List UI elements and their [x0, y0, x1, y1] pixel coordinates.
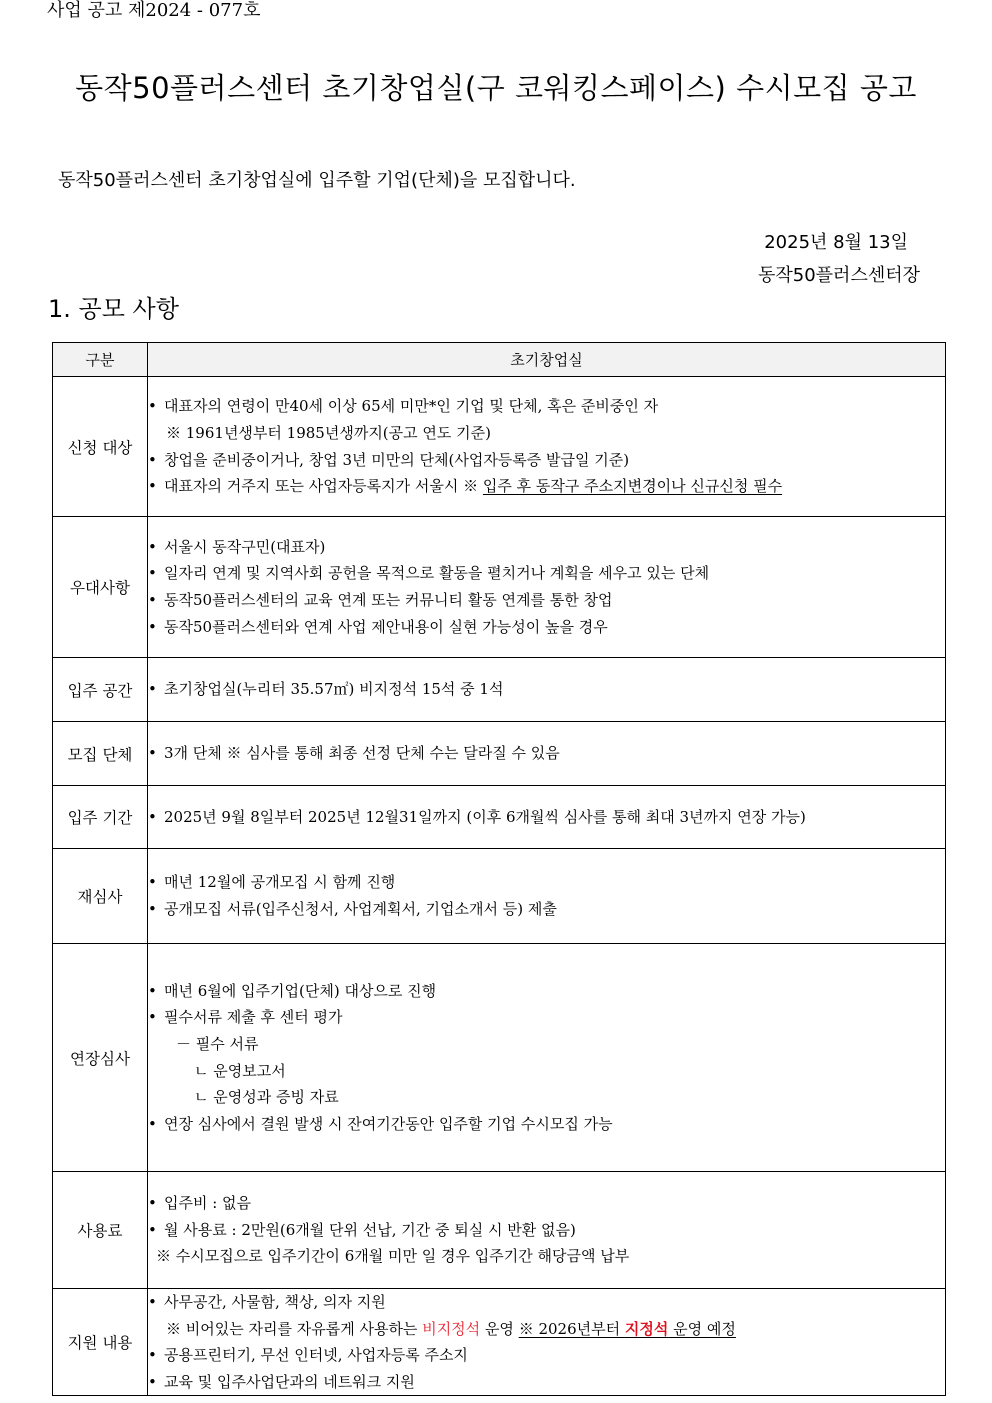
row-label: 모집 단체 [53, 722, 148, 786]
non-fixed-seat-highlight: 비지정석 [422, 1319, 481, 1338]
issuer: 동작50플러스센터장 [757, 265, 920, 286]
row-content [148, 849, 946, 944]
table-row-support [53, 1289, 946, 1396]
row-label: 우대사항 [53, 517, 148, 658]
list-item: • 필수서류 제출 후 센터 평가 [148, 1004, 945, 1031]
row-label: 입주 공간 [53, 658, 148, 722]
sub-item: － 필수 서류 [176, 1034, 259, 1053]
document-number: 사업 공고 제2024 - 077호 [47, 0, 261, 21]
table-row-extension-review [53, 944, 946, 1172]
row-content [148, 1172, 946, 1289]
list-item: • 2025년 9월 8일부터 2025년 12월31일까지 (이후 6개월씩 심사를 통해 최대 3년까지 연장 가능) [148, 804, 945, 831]
list-item: • 매년 12월에 공개모집 시 함께 진행 [148, 869, 945, 896]
note-text: 운영 [480, 1319, 519, 1338]
list-item-text: 대표자의 거주지 또는 사업자등록지가 서울시 ※ [164, 477, 483, 496]
announcement-date: 2025년 8월 13일 [764, 232, 908, 253]
table-header-row [53, 343, 946, 377]
sub-sub-item: ㄴ 운영보고서 [194, 1061, 286, 1080]
list-item: • 연장 심사에서 결원 발생 시 잔여기간동안 입주할 기업 수시모집 가능 [148, 1111, 945, 1138]
list-item: • 대표자의 연령이 만40세 이상 65세 미만*인 기업 및 단체, 혹은 준비중인 자 [148, 393, 945, 420]
list-item: • 초기창업실(누리터 35.57㎡) 비지정석 15석 중 1석 [148, 676, 945, 703]
row-content [148, 722, 946, 786]
row-content [148, 377, 946, 517]
list-item [148, 473, 945, 500]
list-item: • 공용프린터기, 무선 인터넷, 사업자등록 주소지 [148, 1342, 945, 1369]
list-item: • 사무공간, 사물함, 책상, 의자 지원 [148, 1289, 945, 1316]
sub-sub-item: ㄴ 운영성과 증빙 자료 [194, 1088, 339, 1107]
future-plan-note [519, 1320, 736, 1338]
note-item: ※ 수시모집으로 입주기간이 6개월 미만 일 경우 입주기간 해당금액 납부 [156, 1247, 630, 1266]
list-item: • 공개모집 서류(입주신청서, 사업계획서, 기업소개서 등) 제출 [148, 896, 945, 923]
fixed-seat-highlight: 지정석 [624, 1319, 669, 1338]
table-row-recruit-count [53, 722, 946, 786]
list-item: • 3개 단체 ※ 심사를 통해 최종 선정 단체 수는 달라질 수 있음 [148, 740, 945, 767]
table-row-space [53, 658, 946, 722]
header-category: 구분 [53, 343, 148, 377]
row-label: 연장심사 [53, 944, 148, 1172]
table-row-preference [53, 517, 946, 658]
header-room: 초기창업실 [148, 343, 946, 377]
row-content [148, 517, 946, 658]
document-title: 동작50플러스센터 초기창업실(구 코워킹스페이스) 수시모집 공고 [75, 71, 917, 105]
table-row-eligibility [53, 377, 946, 517]
row-content [148, 1289, 946, 1396]
note-text: ※ 비어있는 자리를 자유롭게 사용하는 [166, 1319, 423, 1338]
list-item: • 동작50플러스센터의 교육 연계 또는 커뮤니티 활동 연계를 통한 창업 [148, 587, 945, 614]
note-item: ※ 1961년생부터 1985년생까지(공고 연도 기준) [166, 423, 491, 442]
list-item: • 일자리 연계 및 지역사회 공헌을 목적으로 활동을 펼치거나 계획을 세우고 있는 단체 [148, 560, 945, 587]
row-label: 신청 대상 [53, 377, 148, 517]
section-heading: 1. 공모 사항 [48, 295, 179, 323]
table-row-re-review [53, 849, 946, 944]
list-item: • 입주비 : 없음 [148, 1190, 945, 1217]
info-table [52, 342, 946, 1396]
note-item [148, 1316, 945, 1343]
list-item: • 서울시 동작구민(대표자) [148, 534, 945, 561]
list-item: • 동작50플러스센터와 연계 사업 제안내용이 실현 가능성이 높을 경우 [148, 614, 945, 641]
row-label: 지원 내용 [53, 1289, 148, 1396]
row-content [148, 786, 946, 849]
underlined-requirement: 입주 후 동작구 주소지변경이나 신규신청 필수 [482, 477, 783, 496]
list-item: • 교육 및 입주사업단과의 네트워크 지원 [148, 1369, 945, 1396]
note-text: ※ 2026년부터 [518, 1319, 625, 1338]
table-row-period [53, 786, 946, 849]
row-label: 재심사 [53, 849, 148, 944]
row-label: 사용료 [53, 1172, 148, 1289]
list-item: • 창업을 준비중이거나, 창업 3년 미만의 단체(사업자등록증 발급일 기준) [148, 447, 945, 474]
row-content [148, 944, 946, 1172]
list-item: • 매년 6월에 입주기업(단체) 대상으로 진행 [148, 978, 945, 1005]
intro-text: 동작50플러스센터 초기창업실에 입주할 기업(단체)을 모집합니다. [58, 170, 576, 191]
row-content [148, 658, 946, 722]
note-text: 운영 예정 [668, 1319, 736, 1338]
table-row-fee [53, 1172, 946, 1289]
list-item: • 월 사용료 : 2만원(6개월 단위 선납, 기간 중 퇴실 시 반환 없음) [148, 1217, 945, 1244]
row-label: 입주 기간 [53, 786, 148, 849]
